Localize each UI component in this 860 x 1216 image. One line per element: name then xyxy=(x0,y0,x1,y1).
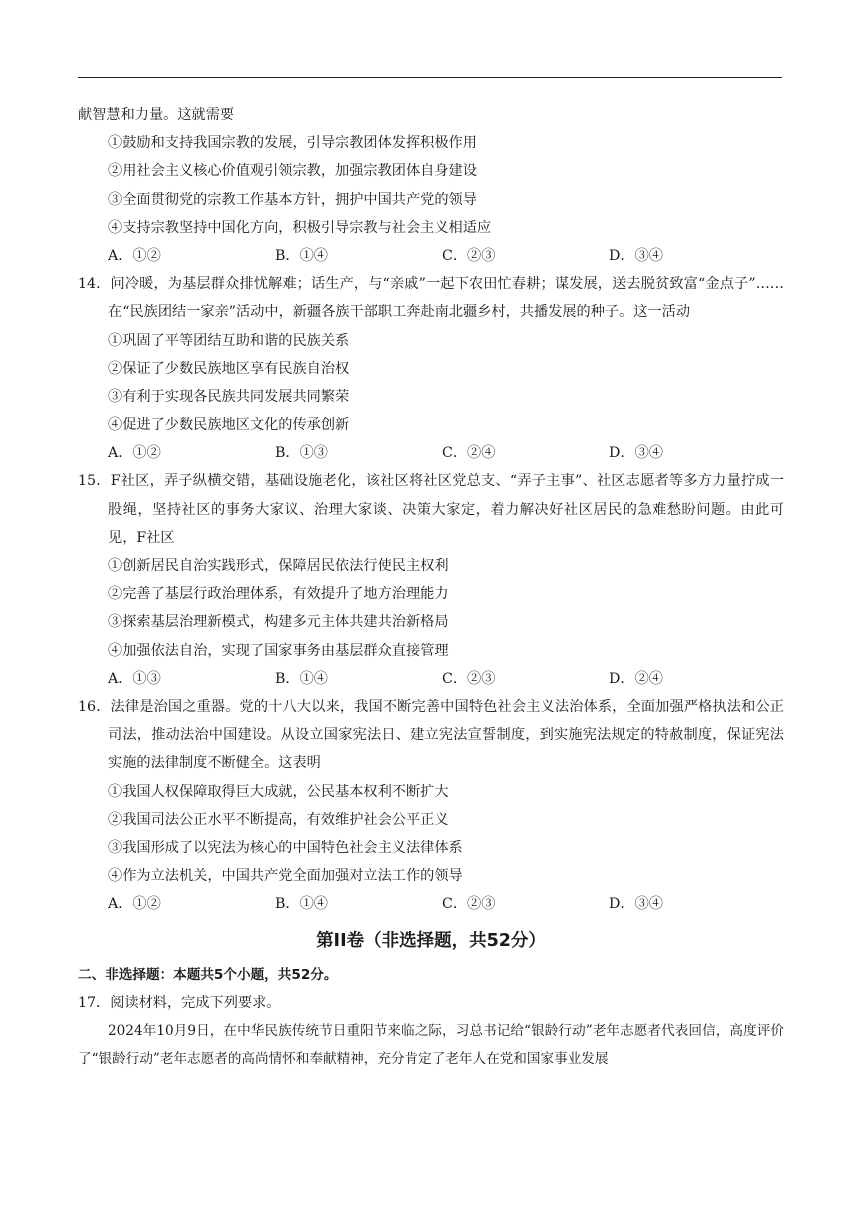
choice-a: A．①② xyxy=(108,445,161,462)
statement-1: ①我国人权保障取得巨大成就，公民基本权利不断扩大 xyxy=(108,783,449,800)
section-title: 第II卷（非选择题，共52分） xyxy=(316,930,546,951)
question-17 xyxy=(78,989,784,1074)
document-body xyxy=(78,101,784,1074)
answer-choices xyxy=(78,890,784,918)
choice-a: A．①③ xyxy=(108,670,161,687)
question-stem: 16．法律是治国之重器。党的十八大以来，我国不断完善中国特色社会主义法治体系，全面加强严格执法和公正司法，推动法治中国建设。从设立国家宪法日、建立宪法宣誓制度，到实施宪法规定的特赦制度，保证宪法实施的法律制度不断健全。这表明 xyxy=(78,699,784,772)
question-14 xyxy=(78,270,784,467)
choice-b: B．①③ xyxy=(275,445,328,462)
question-13-continuation xyxy=(78,101,784,270)
choice-a: A．①② xyxy=(108,247,161,264)
question-stem: 15．F社区，弄子纵横交错，基础设施老化，该社区将社区党总支、“弄子主事”、社区志愿者等多方力量拧成一股绳，坚持社区的事务大家议、治理大家谈、决策大家定，着力解决好社区居民的急难愁盼问题。由此可见，F社区 xyxy=(78,473,784,546)
question-stem: 17．阅读材料，完成下列要求。 xyxy=(78,994,281,1011)
choice-b: B．①④ xyxy=(275,896,328,913)
choice-b: B．①④ xyxy=(275,670,328,687)
statement-3: ③有利于实现各民族共同发展共同繁荣 xyxy=(108,388,350,405)
header-rule xyxy=(78,77,782,78)
choice-c: C．②③ xyxy=(442,670,496,687)
statement-3: ③全面贯彻党的宗教工作基本方针，拥护中国共产党的领导 xyxy=(108,191,477,208)
choice-d: D．②④ xyxy=(609,670,663,687)
section-subheading: 二、非选择题：本题共5个小题，共52分。 xyxy=(78,966,338,983)
choice-b: B．①④ xyxy=(275,247,328,264)
question-stem-tail: 献智慧和力量。这就需要 xyxy=(78,107,235,123)
statement-1: ①创新居民自治实践形式，保障居民依法行使民主权利 xyxy=(108,558,449,575)
material-paragraph: 2024年10月9日，在中华民族传统节日重阳节来临之际，习总书记给“银龄行动”老年志愿者代表回信，高度评价了“银龄行动”老年志愿者的高尚情怀和奉献精神，充分肯定了老年人在党和国家事业发展 xyxy=(78,1022,784,1068)
answer-choices xyxy=(78,439,784,467)
answer-choices xyxy=(78,242,784,270)
choice-a: A．①② xyxy=(108,896,161,913)
statement-3: ③探索基层治理新模式，构建多元主体共建共治新格局 xyxy=(108,614,449,631)
statement-4: ④加强依法自治，实现了国家事务由基层群众直接管理 xyxy=(108,642,449,659)
choice-d: D．③④ xyxy=(609,896,663,913)
statement-1: ①巩固了平等团结互助和谐的民族关系 xyxy=(108,332,350,349)
statement-3: ③我国形成了以宪法为核心的中国特色社会主义法律体系 xyxy=(108,840,463,856)
choice-c: C．②③ xyxy=(442,247,496,264)
question-15 xyxy=(78,467,784,693)
statement-2: ②我国司法公正水平不断提高，有效维护社会公平正义 xyxy=(108,811,449,828)
statement-4: ④作为立法机关，中国共产党全面加强对立法工作的领导 xyxy=(108,868,463,885)
choice-d: D．③④ xyxy=(609,445,663,462)
question-stem: 14．问冷暖，为基层群众排忧解难；话生产，与“亲戚”一起下农田忙春耕；谋发展，送去脱贫致富“金点子”……在“民族团结一家亲”活动中，新疆各族干部职工奔赴南北疆乡村，共播发展的种子。这一活动 xyxy=(78,276,784,321)
statement-2: ②用社会主义核心价值观引领宗教，加强宗教团体自身建设 xyxy=(108,163,477,180)
statement-4: ④支持宗教坚持中国化方向，积极引导宗教与社会主义相适应 xyxy=(108,219,492,236)
choice-c: C．②③ xyxy=(442,896,496,913)
question-16 xyxy=(78,693,784,919)
choice-d: D．③④ xyxy=(609,247,663,264)
answer-choices xyxy=(78,665,784,693)
statement-2: ②保证了少数民族地区享有民族自治权 xyxy=(108,360,350,377)
statement-4: ④促进了少数民族地区文化的传承创新 xyxy=(108,417,350,434)
choice-c: C．②④ xyxy=(442,445,496,462)
statement-1: ①鼓励和支持我国宗教的发展，引导宗教团体发挥积极作用 xyxy=(108,135,477,152)
statement-2: ②完善了基层行政治理体系，有效提升了地方治理能力 xyxy=(108,586,449,603)
